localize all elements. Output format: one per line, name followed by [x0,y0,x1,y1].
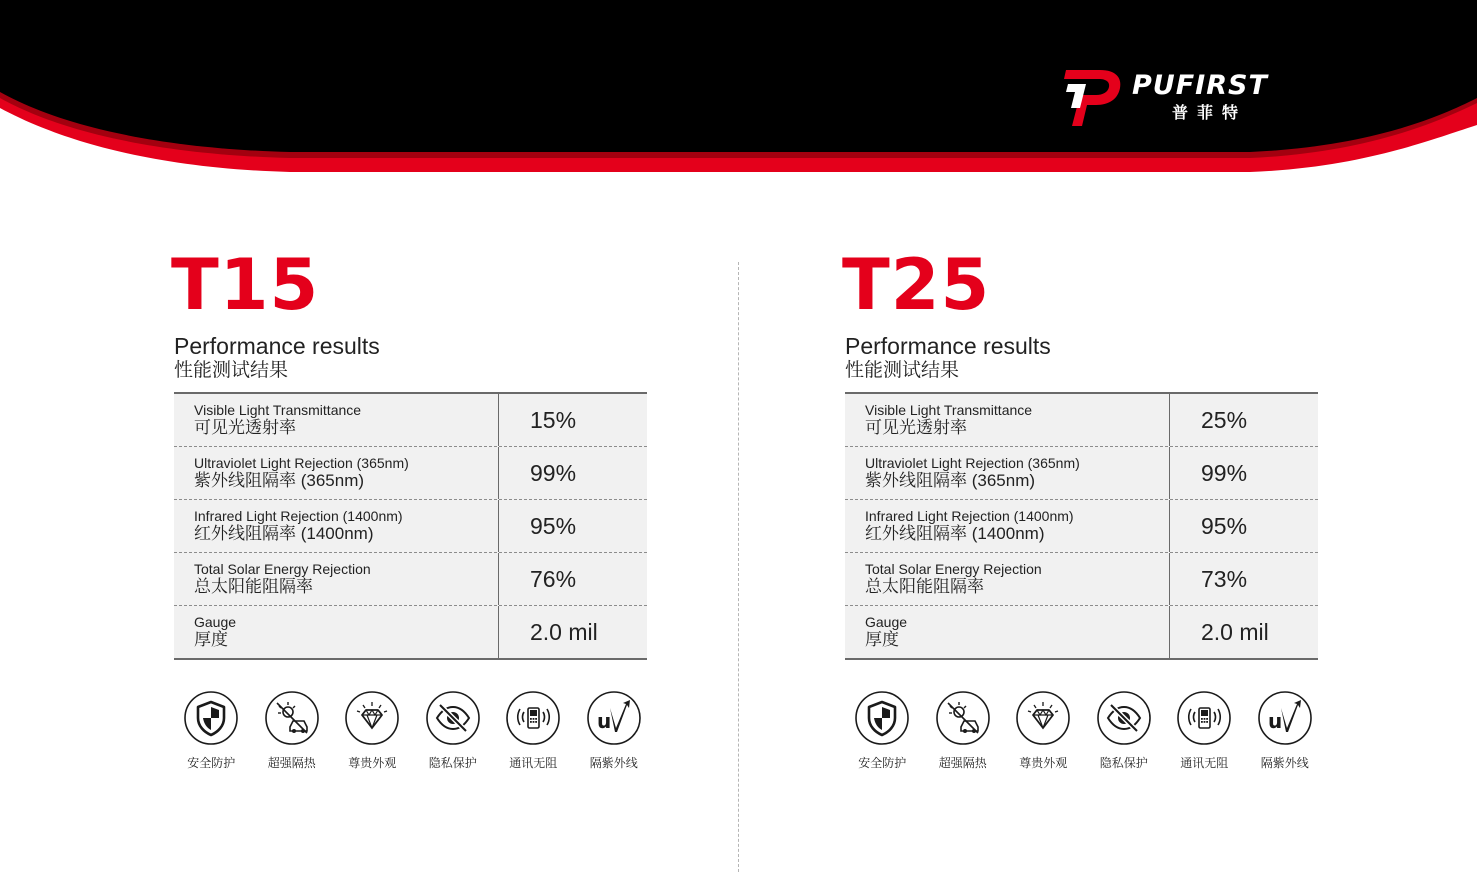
spec-value: 99% [530,460,577,486]
product-panel-t15 [171,244,654,771]
spec-label-cn: 紫外线阻隔率 (365nm) [194,471,365,490]
spec-value: 2.0 mil [530,619,598,645]
spec-label-en: Infrared Light Rejection (1400nm) [865,508,1074,524]
feature-label: 安全防护 [187,756,236,770]
spec-label-en: Visible Light Transmittance [865,402,1033,418]
eye-slash-icon [425,690,481,746]
product-title: T25 [842,244,991,326]
spec-row [845,552,1318,605]
panel-divider [738,262,739,872]
product-title: T15 [171,244,320,326]
phone-signal-icon [505,690,561,746]
spec-row [174,552,647,605]
brand-name-cn: 普菲特 [1172,103,1248,122]
spec-value: 15% [530,407,577,433]
feature-label: 隐私保护 [1099,756,1148,770]
spec-label-en: Total Solar Energy Rejection [194,561,371,577]
phone-signal-icon [1176,690,1232,746]
spec-label-cn: 厚度 [865,630,899,649]
svg-text:u: u [1267,709,1282,733]
shield-icon [854,690,910,746]
feature-item [493,690,574,771]
spec-value: 25% [1201,407,1248,433]
spec-label [174,500,499,552]
product-panel-t25 [842,244,1325,771]
spec-row [174,605,647,658]
feature-label: 尊贵外观 [1019,756,1068,770]
spec-row [845,446,1318,499]
feature-item [1164,690,1245,771]
spec-label [845,606,1170,658]
spec-row [845,499,1318,552]
svg-text:u: u [596,709,611,733]
feature-item [332,690,413,771]
spec-label [845,447,1170,499]
tp-logo-mark [1060,62,1124,128]
feature-label: 隔紫外线 [589,756,638,770]
spec-label [174,606,499,658]
brand-name-en: PUFIRST [1132,70,1268,101]
performance-heading-en: Performance results [174,333,380,359]
spec-row [845,605,1318,658]
spec-row [174,446,647,499]
spec-label [174,553,499,605]
feature-item [574,690,655,771]
diamond-icon [344,690,400,746]
uv-icon [586,690,642,746]
spec-row [845,394,1318,446]
spec-label-cn: 可见光透射率 [194,418,296,437]
feature-label: 超强隔热 [938,756,987,770]
performance-heading-en: Performance results [845,333,1051,359]
spec-label-en: Gauge [194,614,237,630]
spec-label [845,394,1170,446]
feature-label: 通讯无阻 [1180,756,1229,770]
spec-value: 2.0 mil [1201,619,1269,645]
spec-label-en: Ultraviolet Light Rejection (365nm) [194,455,409,471]
performance-heading-cn: 性能测试结果 [174,360,289,381]
brand-logo [1060,62,1310,132]
sun-heat-icon [935,690,991,746]
feature-icons [842,690,1325,771]
sun-heat-icon [264,690,320,746]
feature-item [1084,690,1165,771]
feature-label: 通讯无阻 [509,756,558,770]
spec-label-en: Gauge [865,614,908,630]
uv-icon [1257,690,1313,746]
feature-item [1003,690,1084,771]
spec-label-cn: 总太阳能阻隔率 [865,577,984,596]
feature-label: 隐私保护 [428,756,477,770]
spec-label-cn: 可见光透射率 [865,418,967,437]
feature-icons [171,690,654,771]
spec-table [174,392,647,660]
spec-label-en: Ultraviolet Light Rejection (365nm) [865,455,1080,471]
performance-heading-cn: 性能测试结果 [845,360,960,381]
feature-item [842,690,923,771]
feature-label: 超强隔热 [267,756,316,770]
feature-item [1245,690,1326,771]
spec-value: 73% [1201,566,1248,592]
spec-row [174,394,647,446]
diamond-icon [1015,690,1071,746]
feature-item [171,690,252,771]
spec-value: 95% [1201,513,1248,539]
spec-value: 95% [530,513,577,539]
shield-icon [183,690,239,746]
spec-label-en: Total Solar Energy Rejection [865,561,1042,577]
spec-label-en: Infrared Light Rejection (1400nm) [194,508,403,524]
spec-label [845,553,1170,605]
feature-label: 尊贵外观 [348,756,397,770]
eye-slash-icon [1096,690,1152,746]
spec-label-cn: 厚度 [194,630,228,649]
feature-label: 隔紫外线 [1260,756,1309,770]
spec-label [845,500,1170,552]
spec-label-cn: 红外线阻隔率 (1400nm) [865,524,1045,543]
spec-label-cn: 红外线阻隔率 (1400nm) [194,524,374,543]
spec-label [174,447,499,499]
feature-label: 安全防护 [858,756,907,770]
feature-item [252,690,333,771]
spec-value: 99% [1201,460,1248,486]
spec-label [174,394,499,446]
spec-row [174,499,647,552]
spec-label-en: Visible Light Transmittance [194,402,362,418]
spec-value: 76% [530,566,577,592]
feature-item [413,690,494,771]
feature-item [923,690,1004,771]
spec-table [845,392,1318,660]
spec-label-cn: 总太阳能阻隔率 [194,577,313,596]
spec-label-cn: 紫外线阻隔率 (365nm) [865,471,1036,490]
